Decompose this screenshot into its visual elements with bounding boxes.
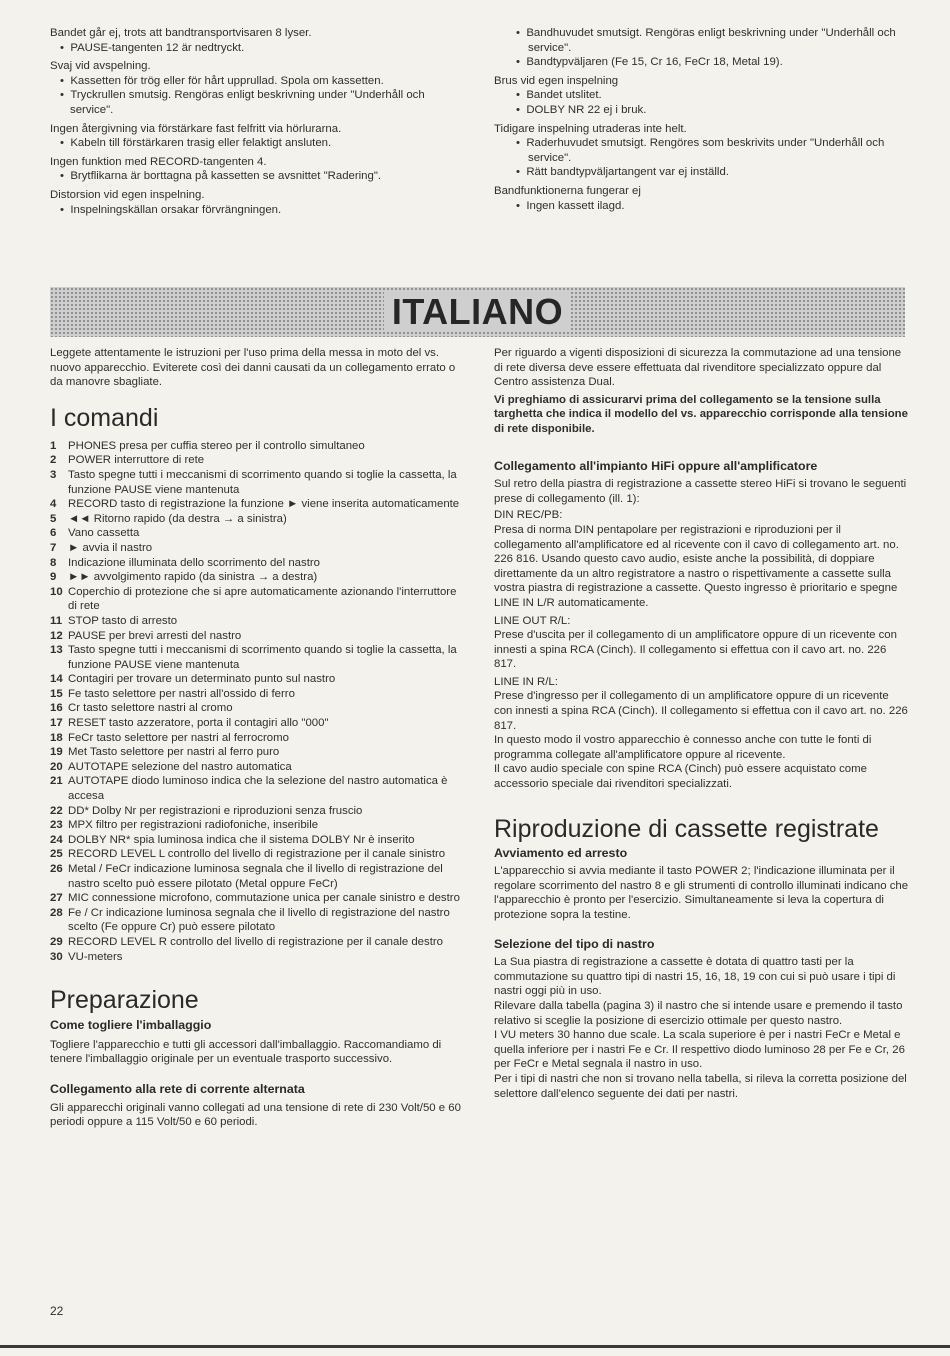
control-description: FeCr tasto selettore per nastri al ferrocromo <box>68 731 289 744</box>
swedish-troubleshooting-left <box>50 26 470 217</box>
problem-heading: Bandet går ej, trots att bandtransportvisaren 8 lyser. <box>50 27 312 39</box>
control-description: Vano cassetta <box>68 527 140 540</box>
control-item <box>50 774 465 803</box>
control-number: 11 <box>50 614 63 627</box>
line-in-label: LINE IN R/L: <box>494 675 558 688</box>
bullet-item: • Kassetten för trög eller för hårt upprullad. Spola om kassetten. <box>50 74 470 89</box>
control-number: 4 <box>50 498 57 511</box>
control-description: Fe tasto selettore per nastri all'ossido di ferro <box>68 687 295 700</box>
control-description: Met Tasto selettore per nastri al ferro puro <box>68 746 280 759</box>
control-number: 7 <box>50 541 57 554</box>
control-number: 15 <box>50 687 63 700</box>
tape-type-subheading: Selezione del tipo di nastro <box>494 936 655 951</box>
control-item <box>50 950 465 965</box>
problem-heading: Brus vid egen inspelning <box>494 74 619 87</box>
control-item <box>50 468 465 497</box>
control-item <box>50 818 465 833</box>
control-item <box>50 526 465 541</box>
connected-paragraph: In questo modo il vostro apparecchio è connesso anche con tutte le fonti di programma collegate all'amplificatore oppure al ricevente. <box>494 734 872 761</box>
control-description: Coperchio di protezione che si apre automaticamente azionando l'interruttore di rete <box>68 585 457 613</box>
problem-heading: Svaj vid avspelning. <box>50 60 151 73</box>
control-number: 19 <box>50 746 63 759</box>
bullet-item: • PAUSE-tangenten 12 är nedtryckt. <box>50 41 470 56</box>
control-number: 28 <box>50 906 63 919</box>
control-item <box>50 497 465 512</box>
tape-type-paragraph-2: Rilevare dalla tabella (pagina 3) il nastro che si intende usare e premendo il tasto relativo si sceglie la posizione di esercizio ottimale per questo nastro. <box>494 999 903 1027</box>
problem-heading: Tidigare inspelning utraderas inte helt. <box>494 122 687 135</box>
problem-heading: Distorsion vid egen inspelning. <box>50 188 205 201</box>
unpacking-paragraph: Togliere l'apparecchio e tutti gli accessori dall'imballaggio. Raccomandiamo di tenere l'imballaggio originale per un eventuale trasporto successivo. <box>50 1038 442 1066</box>
control-description: Cr tasto selettore nastri al cromo <box>68 702 233 715</box>
swedish-troubleshooting-right <box>494 26 912 213</box>
tape-type-paragraph-4: Per i tipi di nastri che non si trovano nella tabella, si rileva la corretta posizione del selettore dall'elenco seguente dei dati per nastri. <box>494 1072 907 1100</box>
control-description: RECORD LEVEL L controllo del livello di registrazione per il canale sinistro <box>68 848 446 861</box>
control-description: PHONES presa per cuffia stereo per il controllo simultaneo <box>68 439 365 452</box>
control-item <box>50 672 465 687</box>
control-number: 18 <box>50 731 63 744</box>
control-item <box>50 847 465 862</box>
control-description: ►► avvolgimento rapido (da sinistra → a destra) <box>68 571 318 584</box>
banner-title: ITALIANO <box>50 290 905 334</box>
controls-heading: I comandi <box>50 403 159 432</box>
mains-paragraph: Gli apparecchi originali vanno collegati ad una tensione di rete di 230 Volt/50 e 60 periodi oppure a 115 Volt/50 e 60 periodi. <box>50 1101 461 1129</box>
din-label: DIN REC/PB: <box>494 509 563 522</box>
control-description: RESET tasto azzeratore, porta il contagiri allo "000" <box>68 717 329 730</box>
voltage-warning: Vi preghiamo di assicurarvi prima del collegamento se la tensione sulla targhetta che indica il modello del vs. apparecchio corrisponde alla tensione di rete disponibile. <box>494 393 908 435</box>
control-number: 30 <box>50 950 63 963</box>
bullet-item: • Tryckrullen smutsig. Rengöras enligt beskrivning under "Underhåll och service". <box>50 88 470 117</box>
control-description: RECORD LEVEL R controllo del livello di registrazione per il canale destro <box>68 935 444 948</box>
line-out-text: Prese d'uscita per il collegamento di un amplificatore oppure di un ricevente con innesti a spina RCA (Cinch). Il collegamento si effettua con il cavo art. no. 226 817. <box>494 629 897 671</box>
footer-rule <box>0 1345 950 1348</box>
control-description: DD* Dolby Nr per registrazioni e riproduzioni senza fruscio <box>68 804 363 817</box>
control-item <box>50 439 465 454</box>
control-number: 9 <box>50 571 57 584</box>
line-in-text: Prese d'ingresso per il collegamento di un amplificatore oppure di un ricevente con innesti a spina RCA (Cinch). Il collegamento si effettua con il cavo art. no. 226 817. <box>494 690 908 732</box>
control-item <box>50 643 465 672</box>
control-number: 16 <box>50 702 63 715</box>
din-text: Presa di norma DIN pentapolare per registrazioni e riproduzioni per il collegamento all'amplificatore ed al ricevente con il cavo di collegamento art. no. 226 816. Usando questo cavo audio, esiste anche la possibilità, di doppiare direttamente da un altro registratore a nastro o rispettivamente a cassette sulla vostra piastra di registrazione a cassette. Questo ingresso è prioritario e spegne LINE IN L/R automaticamente. <box>494 523 899 609</box>
mains-subheading: Collegamento alla rete di corrente alternata <box>50 1081 305 1096</box>
control-description: Tasto spegne tutti i meccanismi di scorrimento quando si toglie la cassetta, la funzione PAUSE viene mantenuta <box>68 468 457 496</box>
cable-paragraph: Il cavo audio speciale con spine RCA (Cinch) può essere acquistato come accessorio speciale dai rivenditori specializzati. <box>494 763 867 791</box>
control-number: 27 <box>50 892 63 905</box>
control-number: 22 <box>50 804 63 817</box>
control-description: AUTOTAPE selezione del nastro automatica <box>68 760 292 773</box>
control-item <box>50 701 465 716</box>
control-number: 2 <box>50 454 57 467</box>
control-item <box>50 585 465 614</box>
control-number: 21 <box>50 775 63 788</box>
control-number: 23 <box>50 819 63 832</box>
control-item <box>50 731 465 746</box>
control-number: 29 <box>50 935 63 948</box>
control-description: POWER interruttore di rete <box>68 454 205 467</box>
problem-heading: Bandfunktionerna fungerar ej <box>494 184 641 197</box>
control-description: Fe / Cr indicazione luminosa segnala che il livello di registrazione del nastro scelto (Fe oppure Cr) può essere pilotato <box>68 906 450 934</box>
control-item <box>50 570 465 585</box>
bullet-item: • DOLBY NR 22 ej i bruk. <box>494 103 912 118</box>
control-number: 8 <box>50 556 57 569</box>
control-description: Indicazione illuminata dello scorrimento del nastro <box>68 556 320 569</box>
preparation-heading: Preparazione <box>50 986 199 1015</box>
bullet-item: • Ingen kassett ilagd. <box>494 199 912 214</box>
start-stop-paragraph: L'apparecchio si avvia mediante il tasto POWER 2; l'indicazione illuminata per il regolare scorrimento del nastro 8 e gli strumenti di controllo illuminati indicano che l'apparecchio è pronto per l'esercizio. Simultaneamente si leva la copertura di protezione sopra la testine. <box>494 865 909 921</box>
italian-right-column <box>494 346 909 1101</box>
bullet-item: • Bandet utslitet. <box>494 88 912 103</box>
tape-type-paragraph-3: I VU meters 30 hanno due scale. La scala superiore è per i nastri FeCr e Metal e quella inferiore per i nastri Fe e Cr. Il respettivo diodo luminoso 28 per Fe e Cr, 26 per FeCr e Metal segnala il nastro in uso. <box>494 1029 905 1071</box>
control-item <box>50 614 465 629</box>
controls-list <box>50 439 465 964</box>
control-item <box>50 891 465 906</box>
control-item <box>50 745 465 760</box>
control-number: 13 <box>50 644 63 657</box>
control-item <box>50 935 465 950</box>
control-description: PAUSE per brevi arresti del nastro <box>68 629 242 642</box>
control-item <box>50 687 465 702</box>
hifi-paragraph: Sul retro della piastra di registrazione a cassette stereo HiFi si trovano le seguenti prese di collegamento (ill. 1): <box>494 478 907 505</box>
control-number: 12 <box>50 629 63 642</box>
control-description: ◄◄ Ritorno rapido (da destra → a sinistra) <box>68 512 287 525</box>
control-description: MPX filtro per registrazioni radiofoniche, inseribile <box>68 819 319 832</box>
control-description: Contagiri per trovare un determinato punto sul nastro <box>68 673 336 686</box>
control-item <box>50 541 465 556</box>
unpacking-subheading: Come togliere l'imballaggio <box>50 1018 212 1033</box>
safety-paragraph: Per riguardo a vigenti disposizioni di sicurezza la commutazione ad una tensione di rete diversa deve essere effettuata dal rivenditore specializzato oppure dal Centro assistenza Dual. <box>494 347 902 389</box>
control-description: AUTOTAPE diodo luminoso indica che la selezione del nastro automatica è accesa <box>68 775 448 803</box>
control-number: 25 <box>50 848 63 861</box>
control-number: 3 <box>50 468 57 481</box>
control-number: 5 <box>50 512 57 525</box>
control-item <box>50 760 465 775</box>
language-banner <box>50 287 905 337</box>
start-stop-subheading: Avviamento ed arresto <box>494 845 628 860</box>
bullet-item: • Rätt bandtypväljartangent var ej inställd. <box>494 165 912 180</box>
control-number: 26 <box>50 863 63 875</box>
control-item <box>50 453 465 468</box>
control-number: 20 <box>50 760 63 773</box>
control-number: 17 <box>50 717 63 730</box>
control-item <box>50 512 465 527</box>
control-number: 10 <box>50 585 63 598</box>
problem-heading: Ingen funktion med RECORD-tangenten 4. <box>50 155 267 168</box>
control-item <box>50 556 465 571</box>
problem-heading: Ingen återgivning via förstärkare fast felfritt via hörlurarna. <box>50 122 342 135</box>
control-description: DOLBY NR* spia luminosa indica che il sistema DOLBY Nr è inserito <box>68 833 415 846</box>
tape-type-paragraph-1: La Sua piastra di registrazione a cassette è dotata di quattro tasti per la commutazione su quattro tipi di nastri 15, 16, 18, 19 con cui si può usare i tipi di nastri oggi più in uso. <box>494 956 896 998</box>
control-description: ► avvia il nastro <box>68 541 153 554</box>
control-item <box>50 716 465 731</box>
playback-heading: Riproduzione di cassette registrate <box>494 814 879 843</box>
control-description: STOP tasto di arresto <box>68 614 178 627</box>
bullet-item: • Bandtypväljaren (Fe 15, Cr 16, FeCr 18, Metal 19). <box>494 55 912 70</box>
italian-left-column <box>50 346 465 1130</box>
control-item <box>50 833 465 848</box>
control-description: Metal / FeCr indicazione luminosa segnala che il livello di registrazione del nastro scelto può essere pilotato (Metal oppure FeCr) <box>68 863 443 890</box>
intro-paragraph: Leggete attentamente le istruzioni per l'uso prima della messa in moto del vs. nuovo apparecchio. Eviterete così dei danni causati da un collegamento errato o da manovre sbagliate. <box>50 347 456 389</box>
hifi-subheading: Collegamento all'impianto HiFi oppure all'amplificatore <box>494 458 818 473</box>
control-item <box>50 906 465 935</box>
control-description: MIC connessione microfono, commutazione unica per canale sinistro e destro <box>68 892 460 905</box>
control-item <box>50 629 465 644</box>
bullet-item: • Kabeln till förstärkaren trasig eller felaktigt ansluten. <box>50 136 470 151</box>
bullet-item: • Brytflikarna är borttagna på kassetten se avsnittet "Radering". <box>50 169 470 184</box>
control-number: 14 <box>50 673 63 686</box>
control-description: Tasto spegne tutti i meccanismi di scorrimento quando si toglie la cassetta, la funzione PAUSE viene mantenuta <box>68 644 457 671</box>
control-item <box>50 862 465 891</box>
control-item <box>50 804 465 819</box>
control-description: RECORD tasto di registrazione la funzione ► viene inserita automaticamente <box>68 498 460 511</box>
page-number: 22 <box>50 1304 64 1318</box>
bullet-item: • Bandhuvudet smutsigt. Rengöras enligt beskrivning under "Underhåll och service". <box>494 26 912 55</box>
control-number: 1 <box>50 439 57 452</box>
bullet-item: • Inspelningskällan orsakar förvrängningen. <box>50 203 470 218</box>
control-number: 6 <box>50 527 57 540</box>
bullet-item: • Raderhuvudet smutsigt. Rengöres som beskrivits under "Underhåll och service". <box>494 136 912 165</box>
control-description: VU-meters <box>68 950 123 963</box>
control-number: 24 <box>50 833 63 846</box>
line-out-label: LINE OUT R/L: <box>494 614 571 627</box>
